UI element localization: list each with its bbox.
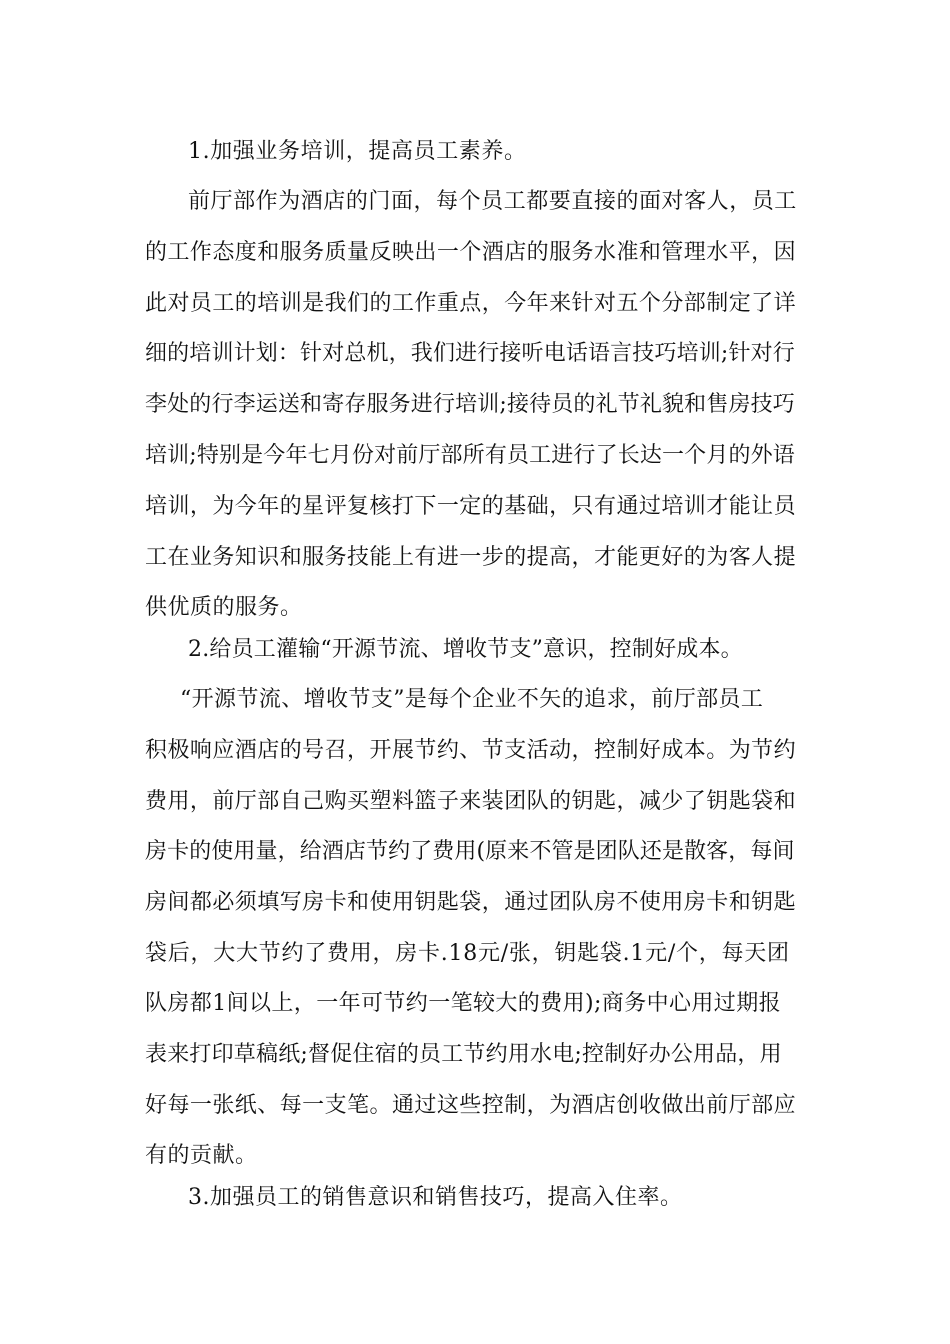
paragraph-line: “开源节流、增收节支”是每个企业不矢的追求，前厅部员工	[180, 687, 764, 712]
paragraph-line: 此对员工的培训是我们的工作重点，今年来针对五个分部制定了详	[145, 291, 797, 316]
paragraph-line: 有的贡献。	[145, 1143, 258, 1168]
paragraph-line: 细的培训计划：针对总机，我们进行接听电话语言技巧培训;针对行	[145, 341, 795, 366]
paragraph-line: 房卡的使用量，给酒店节约了费用(原来不管是团队还是散客，每间	[145, 839, 795, 864]
heading-3: 3.加强员工的销售意识和销售技巧，提高入住率。	[188, 1185, 683, 1210]
paragraph-line: 房间都必须填写房卡和使用钥匙袋，通过团队房不使用房卡和钥匙	[145, 890, 797, 915]
paragraph-line: 培训，为今年的星评复核打下一定的基础，只有通过培训才能让员	[145, 494, 797, 519]
paragraph-line: 工在业务知识和服务技能上有进一步的提高，才能更好的为客人提	[145, 545, 797, 570]
paragraph-line: 积极响应酒店的号召，开展节约、节支活动，控制好成本。为节约	[145, 738, 797, 763]
paragraph-line: 队房都1间以上，一年可节约一笔较大的费用);商务中心用过期报	[145, 991, 781, 1016]
paragraph-line: 的工作态度和服务质量反映出一个酒店的服务水准和管理水平，因	[145, 240, 797, 265]
heading-2: 2.给员工灌输“开源节流、增收节支”意识，控制好成本。	[188, 637, 743, 662]
paragraph-line: 供优质的服务。	[145, 595, 303, 620]
paragraph-line: 培训;特别是今年七月份对前厅部所有员工进行了长达一个月的外语	[145, 443, 795, 468]
paragraph-line: 袋后，大大节约了费用，房卡.18元/张，钥匙袋.1元/个，每天团	[145, 941, 790, 966]
paragraph-line: 费用，前厅部自己购买塑料篮子来装团队的钥匙，减少了钥匙袋和	[145, 789, 797, 814]
paragraph-line: 李处的行李运送和寄存服务进行培训;接待员的礼节礼貌和售房技巧	[145, 392, 795, 417]
paragraph-line: 前厅部作为酒店的门面，每个员工都要直接的面对客人，员工	[188, 189, 797, 214]
heading-1: 1.加强业务培训，提高员工素养。	[188, 139, 527, 164]
paragraph-line: 表来打印草稿纸;督促住宿的员工节约用水电;控制好办公用品，用	[145, 1042, 782, 1067]
paragraph-line: 好每一张纸、每一支笔。通过这些控制，为酒店创收做出前厅部应	[145, 1093, 797, 1118]
